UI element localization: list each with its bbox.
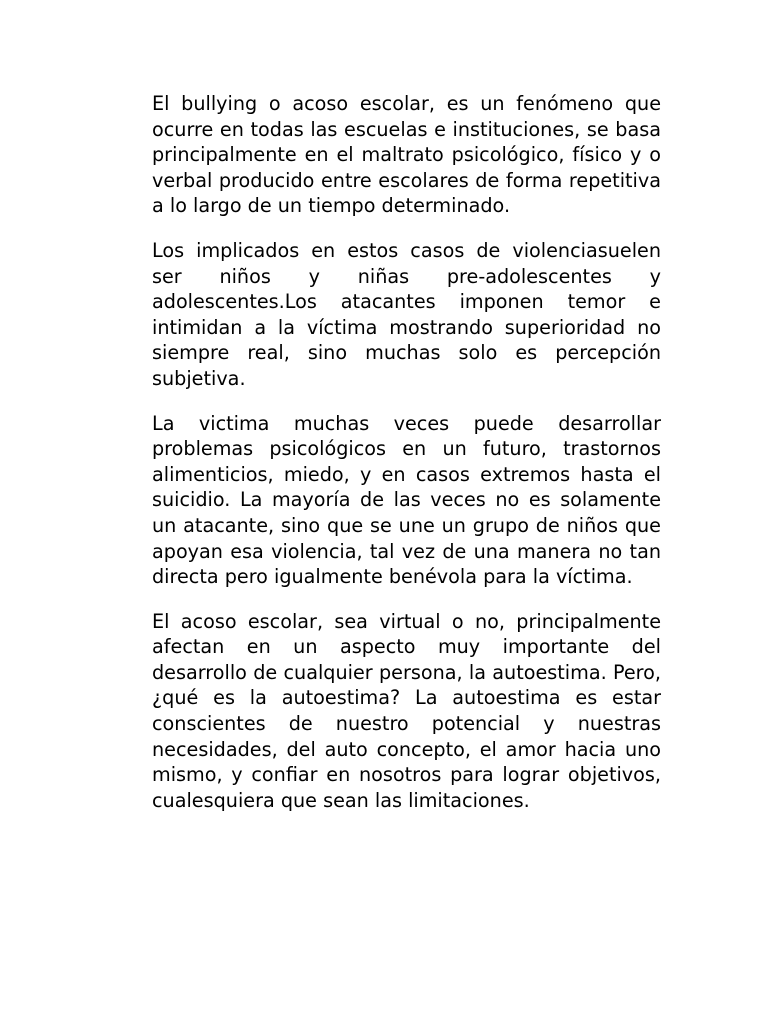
paragraph-3: La victima muchas veces puede desarrollar problemas psicológicos en un futuro, trastornos alimenticios, miedo, y en casos extremos hasta el suicidio. La mayoría de las veces no es solamente un atacante, sino que se une un grupo de niños que apoyan esa violencia, tal vez de una manera no tan directa pero igualmente benévola para la víctima. [152, 411, 661, 589]
document-body [152, 91, 661, 832]
paragraph-1: El bullying o acoso escolar, es un fenómeno que ocurre en todas las escuelas e instituciones, se basa principalmente en el maltrato psicológico, físico y o verbal producido entre escolares de forma repetitiva a lo largo de un tiempo determinado. [152, 92, 661, 218]
paragraph-4: El acoso escolar, sea virtual o no, principalmente afectan en un aspecto muy importante del desarrollo de cualquier persona, la autoestima. Pero, ¿qué es la autoestima? La autoestima es estar conscientes de nuestro potencial y nuestras necesidades, del auto concepto, el amor hacia uno mismo, y confiar en nosotros para lograr objetivos, cualesquiera que sean las limitaciones. [152, 609, 661, 812]
paragraph-2: Los implicados en estos casos de violenciasuelen ser niños y niñas pre-adolescentes y adolescentes.Los atacantes imponen temor e intimidan a la víctima mostrando superioridad no siempre real, sino muchas solo es percepción subjetiva. [152, 238, 661, 390]
